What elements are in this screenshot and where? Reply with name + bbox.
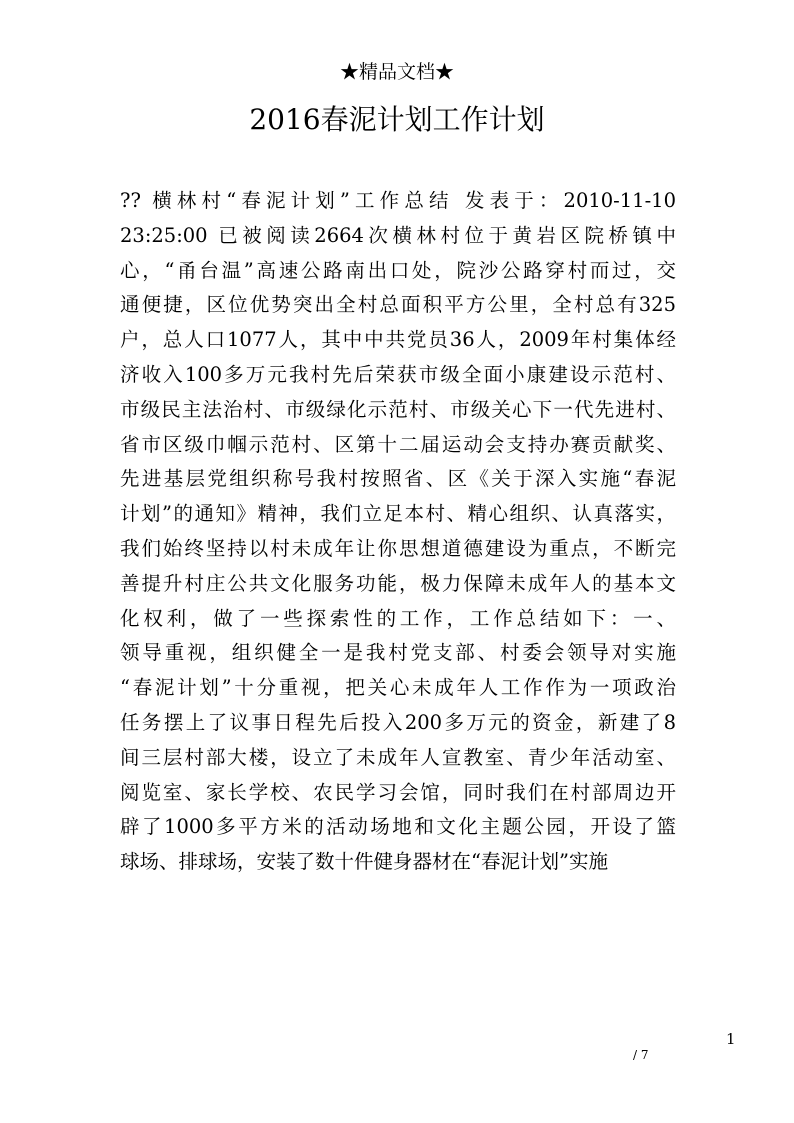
document-title: 2016春泥计划工作计划 xyxy=(249,103,545,136)
body-line: 阅览室、家长学校、农民学习会馆，同时我们在村部周边开 xyxy=(120,780,676,804)
header-label: ★精品文档★ xyxy=(339,61,454,83)
body-line: 济收入100多万元我村先后荣获市级全面小康建设示范村、 xyxy=(120,362,676,386)
body-line: 化权利，做了一些探索性的工作，工作总结如下：一、 xyxy=(120,606,676,630)
body-line: 计划”的通知》精神，我们立足本村、精心组织、认真落实， xyxy=(120,502,676,526)
body-line: 省市区级巾帼示范村、区第十二届运动会支持办赛贡献奖、 xyxy=(120,432,676,456)
body-line: 球场、排球场，安装了数十件健身器材在“春泥计划”实施 xyxy=(120,850,608,874)
body-line: 先进基层党组织称号我村按照省、区《关于深入实施“春泥 xyxy=(120,467,676,491)
page-total: / 7 xyxy=(633,1048,649,1062)
body-line: 辟了1000多平方米的活动场地和文化主题公园，开设了篮 xyxy=(120,815,676,839)
body-line: 23:25:00 已被阅读2664次横林村位于黄岩区院桥镇中 xyxy=(120,223,676,247)
body-line: “春泥计划”十分重视，把关心未成年人工作作为一项政治 xyxy=(120,676,676,700)
body-line: 心，“甬台温”高速公路南出口处，院沙公路穿村而过，交 xyxy=(120,258,676,282)
body-line: 我们始终坚持以村未成年让你思想道德建设为重点，不断完 xyxy=(120,536,676,560)
body-line: 通便捷，区位优势突出全村总面积平方公里，全村总有325 xyxy=(120,293,676,317)
body-line: 领导重视，组织健全一是我村党支部、村委会领导对实施 xyxy=(120,641,676,665)
body-line: 户，总人口1077人，其中中共党员36人，2009年村集体经 xyxy=(120,328,676,352)
body-line: ?? 横林村“春泥计划”工作总结 发表于：2010-11-10 xyxy=(120,189,676,212)
body-line: 市级民主法治村、市级绿化示范村、市级关心下一代先进村、 xyxy=(120,397,676,421)
body-line: 间三层村部大楼，设立了未成年人宣教室、青少年活动室、 xyxy=(120,745,676,769)
body-line: 任务摆上了议事日程先后投入200多万元的资金，新建了8 xyxy=(120,710,676,734)
page-number: 1 xyxy=(726,1030,736,1048)
document-body xyxy=(120,184,676,880)
body-line: 善提升村庄公共文化服务功能，极力保障未成年人的基本文 xyxy=(120,571,676,595)
